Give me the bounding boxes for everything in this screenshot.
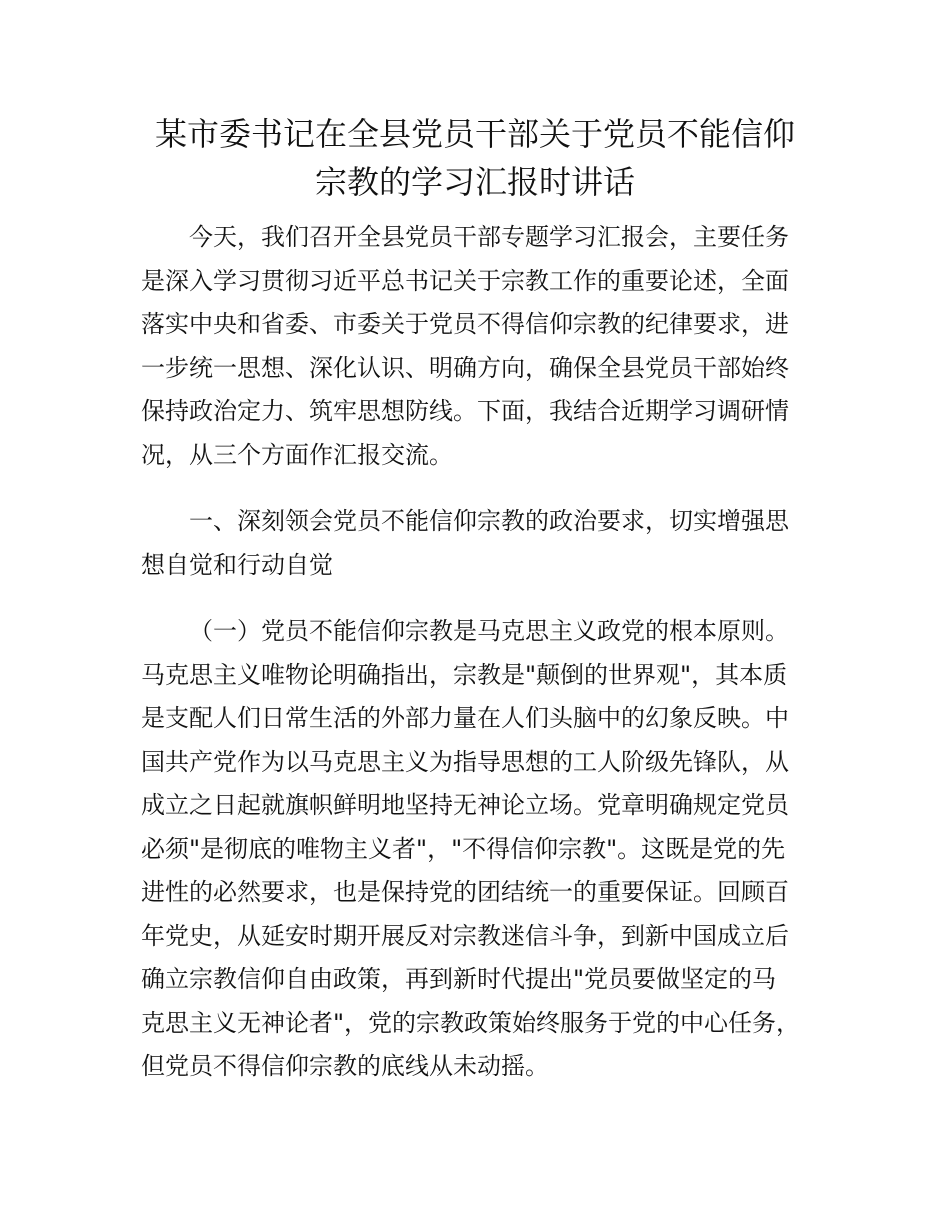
text-line: 进性的必然要求，也是保持党的团结统一的重要保证。回顾百: [141, 878, 789, 906]
text-line: 今天，我们召开全县党员干部专题学习汇报会，主要任务: [189, 223, 789, 251]
text-line: 国共产党作为以马克思主义为指导思想的工人阶级先锋队，从: [141, 747, 789, 776]
section-heading-1: [141, 500, 841, 587]
title-line-2: 宗教的学习汇报时讲话: [314, 163, 635, 201]
text-line: 落实中央和省委、市委关于党员不得信仰宗教的纪律要求，进: [141, 310, 789, 338]
paragraph-subsection-1: [141, 610, 841, 1089]
text-line: 年党史，从延安时期开展反对宗教迷信斗争，到新中国成立后: [141, 921, 789, 950]
text-line: 必须"是彻底的唯物主义者"，"不得信仰宗教"。这既是党的先: [141, 834, 786, 863]
text-line: 马克思主义唯物论明确指出，宗教是"颠倒的世界观"，其本质: [141, 660, 788, 689]
text-line: 一、深刻领会党员不能信仰宗教的政治要求，切实增强思: [189, 507, 789, 535]
text-line: 况，从三个方面作汇报交流。: [141, 440, 453, 469]
text-line: 保持政治定力、筑牢思想防线。下面，我结合近期学习调研情: [141, 397, 789, 425]
paragraph-intro: [141, 216, 841, 477]
text-line: 一步统一思想、深化认识、明确方向，确保全县党员干部始终: [141, 353, 789, 382]
text-line: 确立宗教信仰自由政策，再到新时代提出"党员要做坚定的马: [141, 965, 777, 993]
title-line-1: 某市委书记在全县党员干部关于党员不能信仰: [154, 115, 795, 153]
text-line: 是深入学习贯彻习近平总书记关于宗教工作的重要论述，全面: [141, 266, 789, 295]
text-line: 克思主义无神论者"，党的宗教政策始终服务于党的中心任务，: [141, 1008, 801, 1037]
text-line: 成立之日起就旗帜鲜明地坚持无神论立场。党章明确规定党员: [141, 791, 789, 819]
text-line: 但党员不得信仰宗教的底线从未动摇。: [141, 1052, 549, 1080]
text-line: 想自觉和行动自觉: [141, 550, 333, 579]
document-title: [100, 110, 850, 206]
text-line: 是支配人们日常生活的外部力量在人们头脑中的幻象反映。中: [141, 704, 789, 732]
text-line: （一）党员不能信仰宗教是马克思主义政党的根本原则。: [189, 617, 789, 645]
document-body: [141, 216, 841, 1112]
